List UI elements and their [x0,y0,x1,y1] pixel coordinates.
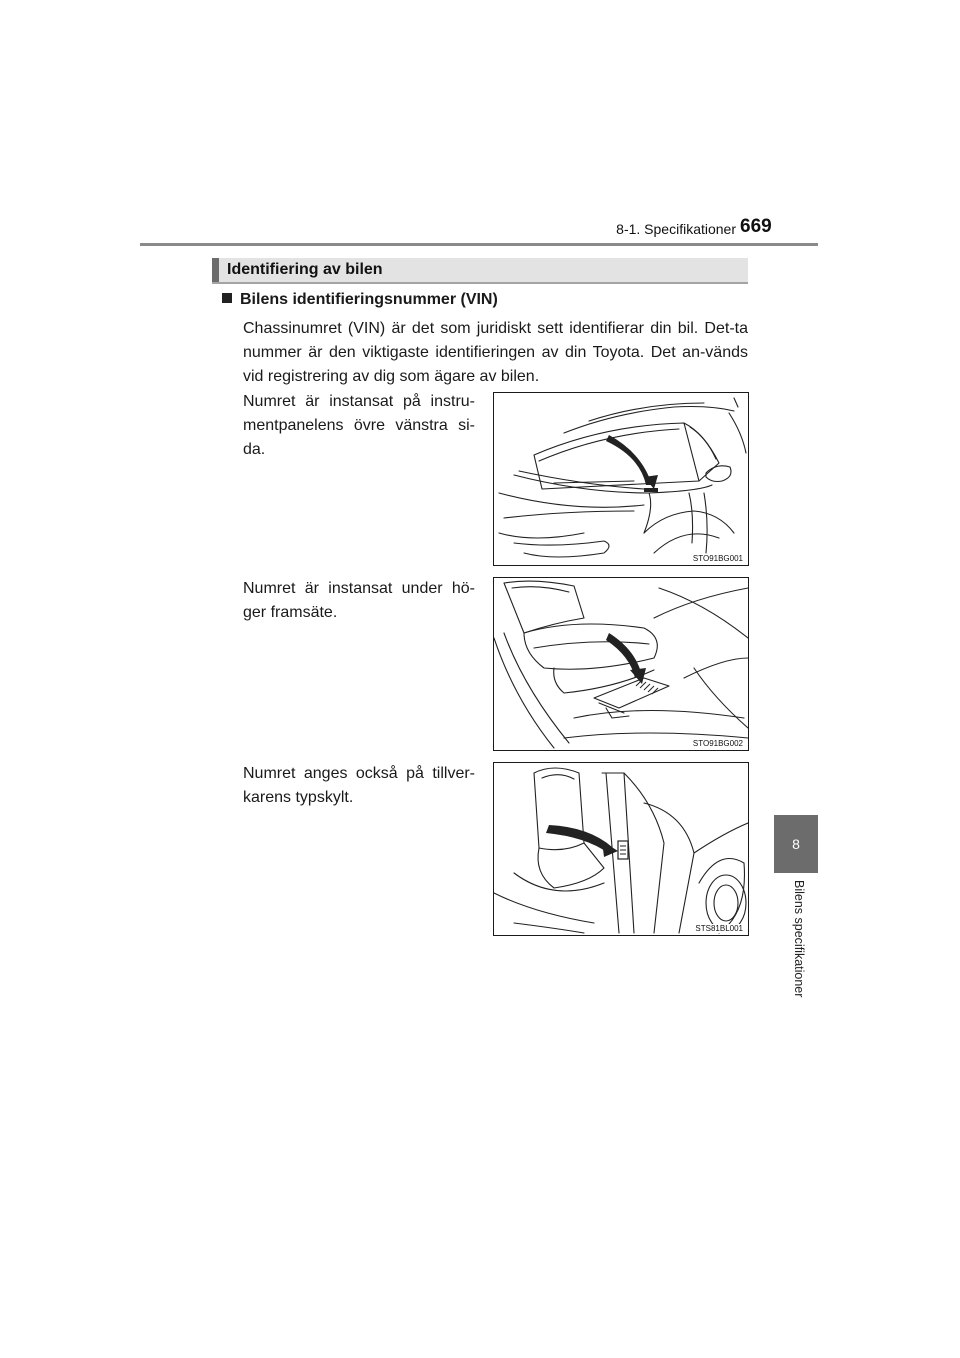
chapter-label: Bilens specifikationer [792,880,806,998]
running-header-section: 8-1. Specifikationer [616,221,736,237]
location-1-text: Numret är instansat på instru-mentpanelens övre vänstra si-da. [243,393,475,458]
section-heading [212,258,748,284]
vin-intro-paragraph: Chassinumret (VIN) är det som juridiskt sett identifierar din bil. Det-ta nummer är den viktigaste identifieringen av din Toyota. Det an-vänds vid registrering av dig som ägare av bilen. [243,320,748,385]
vin-heading [222,291,748,313]
figure-code: STO91BG002 [692,739,743,748]
chapter-number: 8 [792,836,800,852]
location-2-text: Numret är instansat under hö-ger framsäte. [243,580,475,621]
dashboard-illustration [494,393,748,565]
section-heading-bar [212,258,219,282]
figure-code: STS81BL001 [695,924,743,933]
vin-heading-text: Bilens identifieringsnummer (VIN) [240,291,498,308]
location-3-text: Numret anges också på tillver-karens typskylt. [243,765,475,806]
front-seat-illustration [494,578,748,750]
figure-door-pillar-vin [493,762,749,936]
figure-seat-vin [493,577,749,751]
header-divider [140,243,818,246]
figure-dashboard-vin [493,392,749,566]
square-bullet-icon [222,293,232,303]
chapter-tab [774,815,818,873]
page-number: 669 [740,216,772,237]
figure-code: STO91BG001 [692,554,743,563]
door-pillar-illustration [494,763,748,935]
section-title: Identifiering av bilen [227,261,383,278]
